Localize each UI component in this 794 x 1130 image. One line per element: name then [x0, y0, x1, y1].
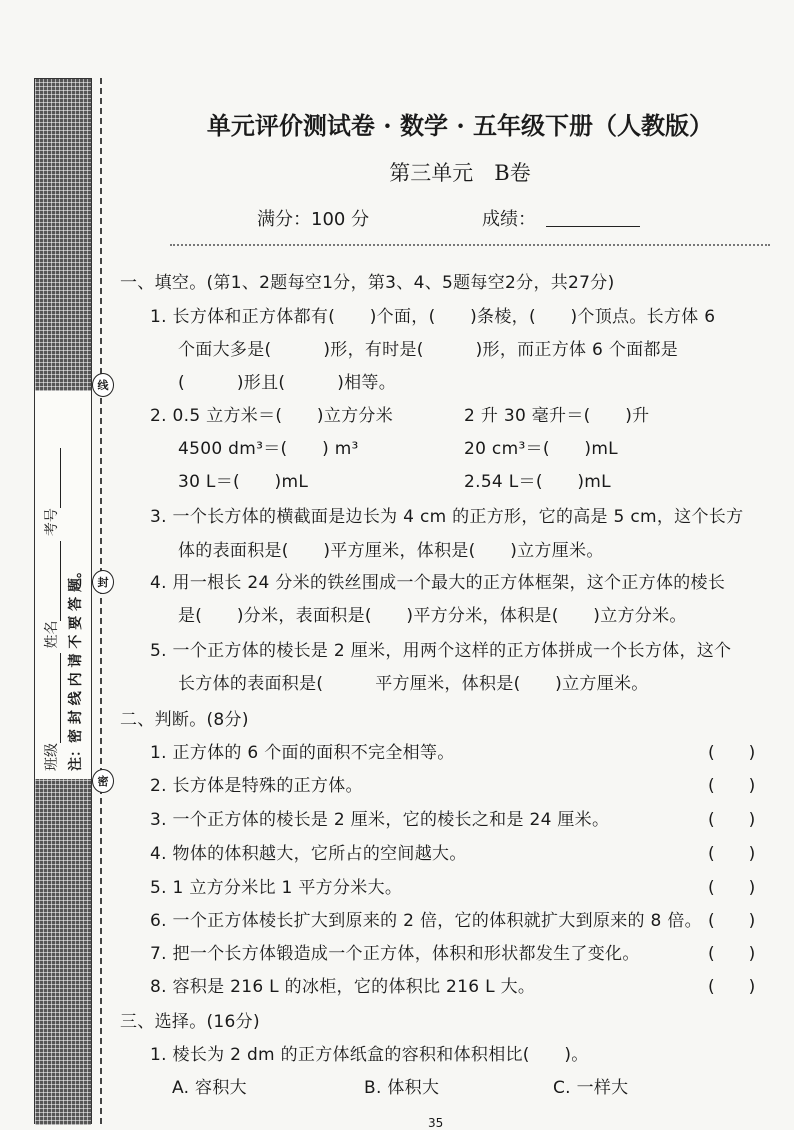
page-subtitle: 第三单元 B卷 — [389, 161, 531, 185]
answer-paren[interactable]: ( ) — [708, 776, 756, 796]
seal-mid: 封 — [92, 570, 114, 594]
judge-item: 3. 一个正方体的棱长是 2 厘米，它的棱长之和是 24 厘米。 — [150, 810, 610, 830]
binding-strip — [34, 78, 92, 1124]
choice-question: 1. 棱长为 2 dm 的正方体纸盒的容积和体积相比( )。 — [150, 1045, 589, 1065]
full-score: 满分：100 分 — [257, 209, 370, 230]
s1-line: 4. 用一根长 24 分米的铁丝围成一个最大的正方体框架，这个正方体的棱长 — [150, 573, 726, 593]
s1-line: 30 L＝( )mL — [178, 472, 309, 492]
judge-item: 8. 容积是 216 L 的冰柜，它的体积比 216 L 大。 — [150, 977, 536, 997]
answer-paren[interactable]: ( ) — [708, 944, 756, 964]
s1-line: 20 cm³＝( )mL — [464, 439, 618, 459]
s1-line: ( )形且( )相等。 — [178, 373, 397, 393]
cut-line — [100, 78, 102, 1124]
seal-top: 线 — [92, 373, 114, 397]
s1-line: 体的表面积是( )平方厘米，体积是( )立方厘米。 — [178, 541, 604, 561]
answer-paren[interactable]: ( ) — [708, 977, 756, 997]
judge-item: 2. 长方体是特殊的正方体。 — [150, 776, 363, 796]
s1-line: 长方体的表面积是( 平方厘米，体积是( )立方厘米。 — [178, 674, 649, 694]
judge-item: 1. 正方体的 6 个面的面积不完全相等。 — [150, 743, 455, 763]
judge-item: 7. 把一个长方体锻造成一个正方体，体积和形状都发生了变化。 — [150, 944, 640, 964]
page-title: 单元评价测试卷 · 数学 · 五年级下册（人教版） — [206, 111, 714, 140]
class-field — [41, 448, 61, 771]
section3-heading: 三、选择。(16分) — [120, 1012, 260, 1032]
s1-line: 是( )分米，表面积是( )平方分米，体积是( )立方分米。 — [178, 606, 687, 626]
name-label: 姓名 — [44, 620, 60, 649]
answer-paren[interactable]: ( ) — [708, 878, 756, 898]
s1-line: 2.54 L＝( )mL — [464, 472, 611, 492]
grade-label: 成绩： — [482, 209, 536, 230]
class-label: 班级 — [44, 743, 60, 771]
exam-no-label: 考号 — [44, 508, 60, 537]
seal-bottom: 密 — [92, 769, 114, 793]
page-number: 35 — [428, 1116, 444, 1130]
s1-line: 2. 0.5 立方米＝( )立方分米 — [150, 406, 394, 426]
section1-heading: 一、填空。(第1、2题每空1分，第3、4、5题每空2分，共27分) — [120, 273, 615, 293]
header-divider — [170, 244, 770, 246]
binding-info-box — [35, 391, 91, 779]
section2-heading: 二、判断。(8分) — [120, 710, 249, 730]
s1-line: 个面大多是( )形，有时是( )形，而正方体 6 个面都是 — [178, 340, 679, 360]
judge-item: 5. 1 立方分米比 1 平方分米大。 — [150, 878, 403, 898]
answer-paren[interactable]: ( ) — [708, 743, 756, 763]
judge-item: 6. 一个正方体棱长扩大到原来的 2 倍，它的体积就扩大到原来的 8 倍。 — [150, 911, 702, 931]
s1-line: 5. 一个正方体的棱长是 2 厘米，用两个这样的正方体拼成一个长方体，这个 — [150, 641, 732, 661]
answer-paren[interactable]: ( ) — [708, 810, 756, 830]
binding-hatch-top — [35, 79, 91, 391]
s1-line: 2 升 30 毫升＝( )升 — [464, 406, 650, 426]
choice-option-c[interactable]: C. 一样大 — [553, 1078, 629, 1098]
binding-hatch-bottom — [35, 779, 91, 1125]
judge-item: 4. 物体的体积越大，它所占的空间越大。 — [150, 844, 467, 864]
s1-line: 4500 dm³＝( ) m³ — [178, 439, 359, 459]
answer-paren[interactable]: ( ) — [708, 911, 756, 931]
s1-line: 1. 长方体和正方体都有( )个面，( )条棱，( )个顶点。长方体 6 — [150, 307, 716, 327]
s1-line: 3. 一个长方体的横截面是边长为 4 cm 的正方形，它的高是 5 cm，这个长方 — [150, 507, 744, 527]
answer-paren[interactable]: ( ) — [708, 844, 756, 864]
choice-option-a[interactable]: A. 容积大 — [172, 1078, 247, 1098]
binding-note: 注：密 封 线 内 请 不 要 答 题。 — [68, 564, 84, 771]
grade-field[interactable] — [546, 226, 640, 227]
choice-option-b[interactable]: B. 体积大 — [364, 1078, 440, 1098]
